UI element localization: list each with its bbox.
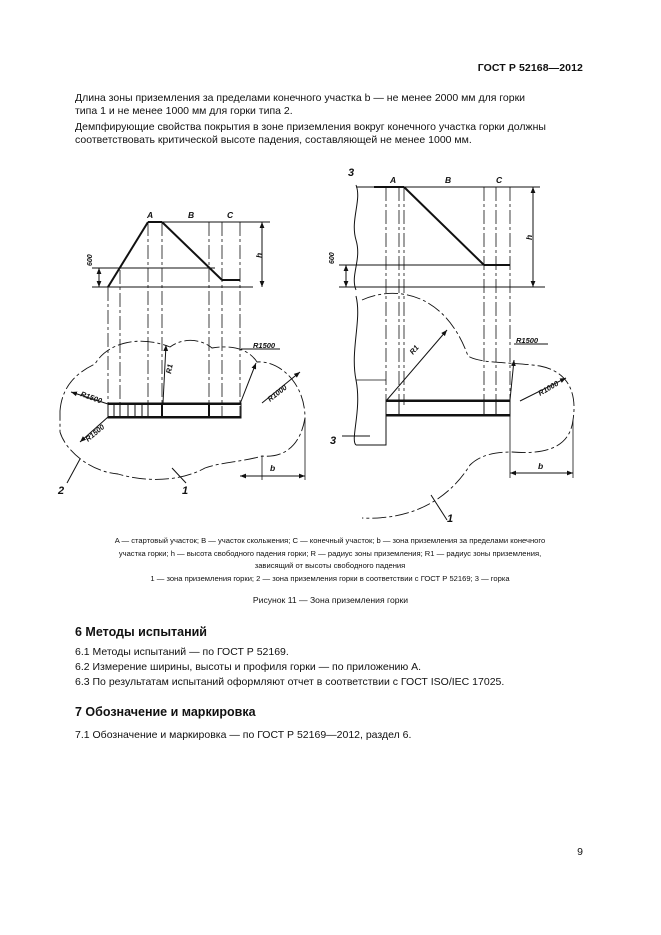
legend-line-2: участка горки; h — высота свободного падения горки; R — радиус зоны приземления; R1 — радиус зоны приземления, — [118, 548, 542, 558]
section-6-title: 6 Методы испытаний — [75, 625, 207, 639]
section-6-item-2: 6.2 Измерение ширины, высоты и профиля горки — по приложению А. — [75, 661, 422, 673]
left-side-view — [92, 222, 270, 418]
label-r1500-left-b: R1500 — [83, 422, 107, 444]
figure-legend — [60, 535, 600, 585]
figure-labels — [57, 167, 561, 525]
label-b-dim-right: b — [538, 461, 544, 471]
figure-caption: Рисунок 11 — Зона приземления горки — [252, 595, 409, 605]
legend-line-3: зависящий от высоты свободного падения — [254, 561, 406, 570]
label-1-left: 1 — [182, 485, 189, 497]
legend-line-1: A — стартовый участок; B — участок скольжения; C — конечный участок; b — зона приземления за пределами конечного — [114, 536, 546, 545]
label-r1000-right: R1000 — [536, 378, 561, 398]
label-c-right: C — [496, 175, 503, 185]
section-7-item-1: 7.1 Обозначение и маркировка — по ГОСТ Р 52169—2012, раздел 6. — [75, 729, 412, 741]
label-r1-left: R1 — [164, 363, 175, 375]
legend-line-4: 1 — зона приземления горки; 2 — зона приземления горки в соответствии с ГОСТ Р 52169; 3 — горка — [150, 573, 510, 583]
intro-p1-line1: Длина зоны приземления за пределами конечного участка b — не менее 2000 мм для горки — [75, 92, 526, 104]
label-c-left: C — [227, 210, 234, 220]
intro-p1-line2: типа 1 и не менее 1000 мм для горки типа 2. — [75, 105, 293, 117]
label-600-right: 600 — [329, 252, 336, 264]
section-7-title: 7 Обозначение и маркировка — [75, 705, 256, 719]
label-1-right: 1 — [447, 513, 454, 525]
right-top-view — [342, 293, 574, 520]
right-side-view — [339, 185, 545, 405]
label-r1-right: R1 — [407, 343, 421, 357]
label-a-left: A — [147, 210, 154, 220]
label-h-left: h — [254, 252, 264, 258]
section-6-item-1: 6.1 Методы испытаний — по ГОСТ Р 52169. — [75, 646, 289, 658]
label-r1500-right: R1500 — [516, 336, 539, 345]
left-top-view — [60, 340, 305, 483]
label-r1000-left: R1000 — [265, 382, 289, 404]
intro-p2-line1: Демпфирующие свойства покрытия в зоне приземления вокруг конечного участка горки должны — [75, 121, 546, 133]
label-2-left: 2 — [58, 485, 65, 497]
label-b-left: B — [188, 210, 195, 220]
section-6-item-3: 6.3 По результатам испытаний оформляют отчет в соответствии с ГОСТ ISO/IEC 17025. — [75, 676, 505, 688]
document-header: ГОСТ Р 52168—2012 — [477, 62, 583, 74]
label-3-right-top: 3 — [348, 167, 355, 179]
label-r1500-left-a: R1500 — [79, 389, 104, 406]
label-600-left: 600 — [87, 254, 94, 266]
label-3-right-bottom: 3 — [330, 435, 337, 447]
page-number: 9 — [577, 846, 583, 858]
intro-p2-line2: соответствовать критической высоте падения, составляющей не менее 1000 мм. — [75, 134, 472, 146]
label-a-right: A — [390, 175, 397, 185]
label-b-dim-left: b — [270, 463, 276, 473]
label-b-right: B — [445, 175, 452, 185]
label-h-right: h — [524, 234, 534, 240]
label-r1500-left-top: R1500 — [253, 341, 276, 350]
